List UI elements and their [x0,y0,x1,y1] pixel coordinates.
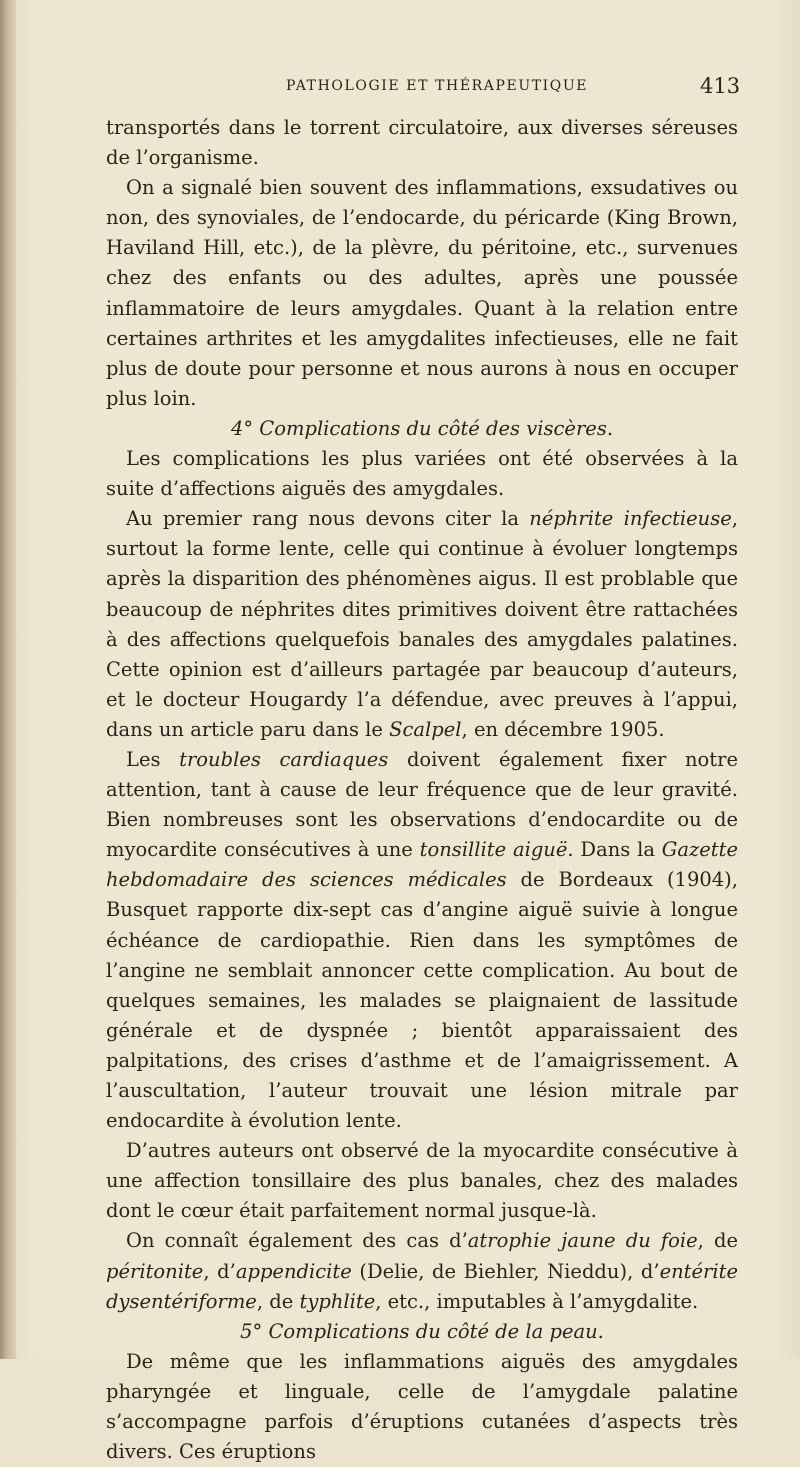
term-atrophie-jaune: atrophie jaune du foie [467,1229,698,1253]
term-tonsillite-aigue: tonsillite aiguë [419,838,568,862]
term-peritonite: péritonite [106,1259,204,1283]
text-run: On connaît également des cas d’ [126,1229,468,1253]
text-run: , surtout la forme lente, celle qui continue à évoluer longtemps après la disparition des phénomènes aigus. Il est problable que beaucoup de néphrites dites primitives doivent être rattachées à des affections quelquefois banales des amygdales palatines. Cette opinion est d’ailleurs partagée par beaucoup d’auteurs, et le docteur Hougardy l’a défendue, avec preuves à l’appui, dans un article paru dans le [106,507,738,741]
paragraph-1: transportés dans le torrent circulatoire, aux diverses séreuses de l’organisme. [106,116,738,170]
paragraph-4 [106,504,738,745]
journal-scalpel: Scalpel [389,717,462,741]
section-heading-4: 4° Complications du côté des viscères. [230,416,614,440]
page-binding-edge [0,0,16,1359]
paragraph-6: D’autres auteurs ont observé de la myocardite consécutive à une affection tonsillaire des plus banales, chez des malades dont le cœur était parfaitement normal jusque-là. [106,1139,738,1223]
paragraph-7 [106,1226,738,1316]
page-number: 413 [700,74,741,98]
section-heading-5: 5° Complications du côté de la peau. [240,1319,604,1343]
text-run: doivent également fixer notre attention, tant à cause de leur fréquence que de leur gravité. Bien nombreuses sont les observations d’endocardite ou de myocardite consécutives à une [106,747,738,862]
paragraph-8: De même que les inflammations aiguës des amygdales pharyngée et linguale, celle de l’amygdale palatine s’accompagne parfois d’éruptions cutanées d’aspects très divers. Ces éruptions [106,1349,738,1464]
text-run: . Dans la [567,838,662,862]
page-body [106,113,738,1467]
running-head: PATHOLOGIE ET THÉRAPEUTIQUE [286,78,589,94]
term-typhlite: typhlite [299,1289,376,1313]
paragraph-5 [106,745,738,1136]
text-run: , en décembre 1905. [461,717,665,741]
text-run: , d’ [203,1259,236,1283]
paragraph-2: On a signalé bien souvent des inflammations, exsudatives ou non, des synoviales, de l’endocarde, du péricarde (King Brown, Haviland Hill, etc.), de la plèvre, du péritoine, etc., survenues chez des enfants ou des adultes, après une poussée inflammatoire de leurs amygdales. Quant à la relation entre certaines arthrites et les amygdalites infectieuses, elle ne fait plus de doute pour personne et nous aurons à nous en occuper plus loin. [106,176,738,410]
text-run: , de [697,1229,738,1253]
text-run: , de [256,1289,300,1313]
term-enterite-dysenteriforme: entérite dysentériforme [106,1259,738,1313]
text-run: de Bordeaux (1904), Busquet rapporte dix-sept cas d’angine aiguë suivie à longue échéance de cardiopathie. Rien dans les symptômes de l’angine ne semblait annoncer cette complication. Au bout de quelques semaines, les malades se plaignaient de lassitude générale et de dyspnée ; bientôt apparaissaient des palpitations, des crises d’asthme et de l’amaigrissement. A l’auscultation, l’auteur trouvait une lésion mitrale par endocardite à évolution lente. [106,868,738,1133]
term-appendicite: appendicite [235,1259,352,1283]
text-run: Au premier rang nous devons citer la [126,507,530,531]
term-troubles-cardiaques: troubles cardiaques [179,747,389,771]
text-run: (Delie, de Biehler, Nieddu), d’ [351,1259,660,1283]
term-nephrite-infectieuse: néphrite infectieuse [529,507,732,531]
page-header [0,76,800,100]
paragraph-3: Les complications les plus variées ont été observées à la suite d’affections aiguës des amygdales. [106,447,738,501]
text-run: , etc., imputables à l’amygdalite. [375,1289,699,1313]
journal-gazette-hebdomadaire: Gazette hebdomadaire des sciences médicales [106,838,738,892]
text-run: Les [126,747,180,771]
